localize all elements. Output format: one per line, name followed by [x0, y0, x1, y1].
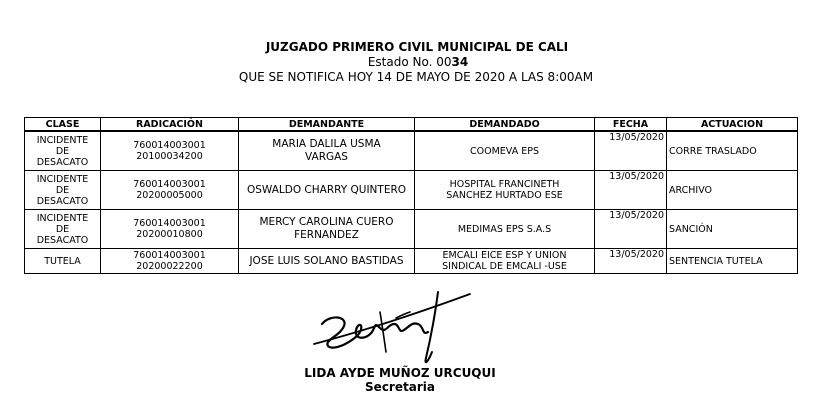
cell-radicacion: [101, 210, 239, 249]
cell-clase: [25, 210, 101, 249]
cell-clase-line: INCIDENTE: [36, 173, 89, 185]
cell-clase-line: DE: [55, 145, 70, 157]
cell-clase-line: DESACATO: [36, 195, 89, 207]
cell-fecha: 13/05/2020: [595, 249, 667, 274]
cell-actuacion: ARCHIVO: [667, 171, 798, 210]
cell-demandado: [415, 171, 595, 210]
cell-demandado-line: EMCALI EICE ESP Y UNION: [442, 250, 567, 261]
signer-name: LIDA AYDE MUÑOZ URCUQUI: [304, 366, 496, 380]
court-name: JUZGADO PRIMERO CIVIL MUNICIPAL DE CALI: [265, 40, 569, 54]
col-clase-header: CLASE: [25, 118, 101, 132]
cell-demandante-line: VARGAS: [305, 151, 348, 163]
cell-demandante: [239, 210, 415, 249]
cell-demandante-line: MARIA DALILA USMA: [272, 138, 381, 150]
cell-radicacion: [101, 249, 239, 274]
cell-clase: [25, 131, 101, 171]
cell-demandante: [239, 131, 415, 171]
cell-demandado-line: SINDICAL DE EMCALI -USE: [442, 261, 567, 272]
cell-radicacion-line: 20200010800: [136, 229, 203, 240]
cell-radicacion-line: 760014003001: [133, 179, 206, 190]
cell-radicacion: [101, 171, 239, 210]
col-fecha-header: FECHA: [595, 118, 667, 132]
cell-demandado: [415, 131, 595, 171]
cell-demandante: [239, 249, 415, 274]
estado-prefix: Estado No. 00: [367, 55, 452, 69]
document-header: [0, 40, 822, 85]
cell-clase: [25, 249, 101, 274]
cell-clase-line: DE: [55, 184, 70, 196]
cell-clase-line: DESACATO: [36, 234, 89, 246]
cell-actuacion: SANCIÓN: [667, 210, 798, 249]
cell-radicacion-line: 760014003001: [133, 218, 206, 229]
cell-demandante-line: OSWALDO CHARRY QUINTERO: [246, 183, 407, 196]
cell-radicacion-line: 760014003001: [133, 250, 206, 261]
cell-actuacion: CORRE TRASLADO: [667, 131, 798, 171]
col-demandado-header: DEMANDADO: [415, 118, 595, 132]
cell-clase-line: INCIDENTE: [36, 134, 89, 146]
estado-number-bold: 34: [451, 55, 469, 69]
estado-number: [14, 55, 822, 70]
cell-fecha: 13/05/2020: [595, 131, 667, 171]
cell-actuacion: SENTENCIA TUTELA: [667, 249, 798, 274]
notification-line: QUE SE NOTIFICA HOY 14 DE MAYO DE 2020 A LAS 8:00AM: [238, 70, 594, 84]
cell-demandado-line: SANCHEZ HURTADO ESE: [446, 190, 563, 201]
handwritten-signature: [300, 288, 500, 368]
cell-demandado-line: HOSPITAL FRANCINETH: [449, 179, 560, 190]
col-demandante-header: DEMANDANTE: [239, 118, 415, 132]
cell-clase-line: TUTELA: [44, 255, 81, 267]
estado-table: [24, 117, 798, 274]
cell-fecha: 13/05/2020: [595, 210, 667, 249]
table-body: [25, 131, 798, 274]
cell-demandado-line: COOMEVA EPS: [470, 145, 539, 157]
cell-radicacion: [101, 131, 239, 171]
table-row: [25, 249, 798, 274]
table-row: [25, 131, 798, 171]
table-row: [25, 210, 798, 249]
cell-demandante-line: MERCY CAROLINA CUERO: [259, 216, 394, 228]
cell-fecha: 13/05/2020: [595, 171, 667, 210]
cell-clase-line: DESACATO: [36, 156, 89, 168]
cell-radicacion-line: 20100034200: [136, 151, 203, 162]
cell-demandante: [239, 171, 415, 210]
cell-clase: [25, 171, 101, 210]
cell-radicacion-line: 20200005000: [136, 190, 203, 201]
cell-demandado: [415, 249, 595, 274]
col-actuacion-header: ACTUACION: [667, 118, 798, 132]
cell-demandado: [415, 210, 595, 249]
table-header-row: [25, 118, 798, 132]
table-row: [25, 171, 798, 210]
signer-block: [300, 366, 500, 394]
col-radicacion-header: RADICACIÓN: [101, 118, 239, 132]
cell-radicacion-line: 20200022200: [136, 261, 203, 272]
signer-title: Secretaria: [365, 380, 435, 394]
cell-demandante-line: FERNANDEZ: [294, 229, 359, 241]
cell-clase-line: DE: [55, 223, 70, 235]
cell-demandado-line: MEDIMAS EPS S.A.S: [457, 223, 552, 235]
cell-demandante-line: JOSE LUIS SOLANO BASTIDAS: [249, 254, 404, 267]
cell-radicacion-line: 760014003001: [133, 140, 206, 151]
cell-clase-line: INCIDENTE: [36, 212, 89, 224]
